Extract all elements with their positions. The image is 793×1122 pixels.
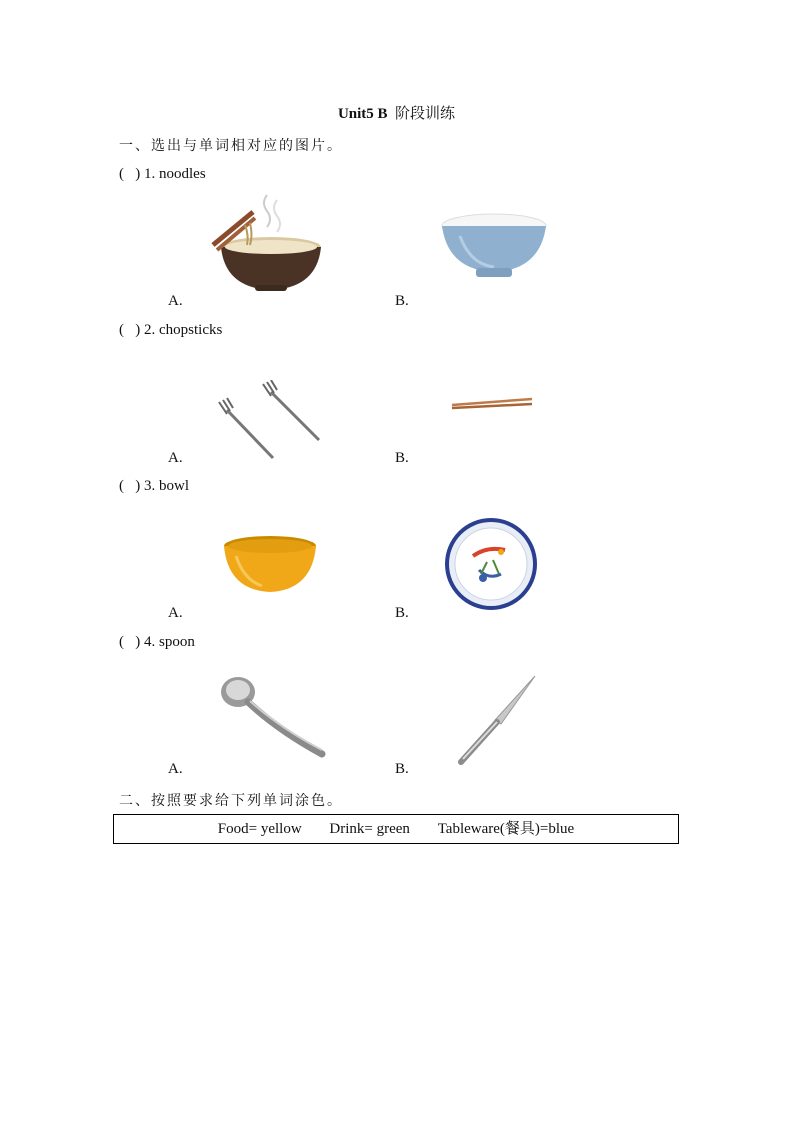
question-text: 2. chopsticks	[144, 322, 223, 338]
color-key-box	[113, 814, 679, 844]
color-key-food: Food= yellow	[217, 821, 302, 837]
spoon-icon	[218, 674, 330, 766]
answer-blank[interactable]: ( )	[119, 166, 141, 182]
option-a-label: A.	[168, 450, 183, 466]
option-a-label: A.	[168, 293, 183, 309]
question-text: 1. noodles	[144, 166, 206, 182]
question-1	[119, 166, 206, 183]
question-2	[119, 322, 222, 339]
plate-icon	[443, 516, 539, 612]
title-rest: 阶段训练	[395, 106, 456, 122]
question-3	[119, 478, 189, 495]
answer-blank[interactable]: ( )	[119, 322, 141, 338]
page-title	[0, 102, 793, 123]
answer-blank[interactable]: ( )	[119, 478, 141, 494]
color-key-tableware: Tableware(餐具)=blue	[437, 821, 575, 837]
question-4	[119, 634, 195, 651]
rice-bowl-icon	[440, 212, 548, 280]
option-b-label: B.	[395, 450, 409, 466]
section-1-heading: 一、选出与单词相对应的图片。	[119, 138, 343, 154]
forks-icon	[215, 380, 323, 462]
yellow-bowl-icon	[222, 534, 318, 598]
color-key-drink: Drink= green	[329, 821, 410, 837]
answer-blank[interactable]: ( )	[119, 634, 141, 650]
option-b-label: B.	[395, 605, 409, 621]
question-text: 3. bowl	[144, 478, 189, 494]
option-a-label: A.	[168, 761, 183, 777]
question-text: 4. spoon	[144, 634, 195, 650]
chopsticks-icon	[450, 393, 536, 413]
option-b-label: B.	[395, 293, 409, 309]
option-a-label: A.	[168, 605, 183, 621]
noodle-bowl-icon	[205, 190, 325, 295]
knife-icon	[455, 672, 539, 768]
section-2-heading: 二、按照要求给下列单词涂色。	[119, 793, 343, 809]
option-b-label: B.	[395, 761, 409, 777]
title-bold: Unit5 B	[337, 106, 388, 122]
